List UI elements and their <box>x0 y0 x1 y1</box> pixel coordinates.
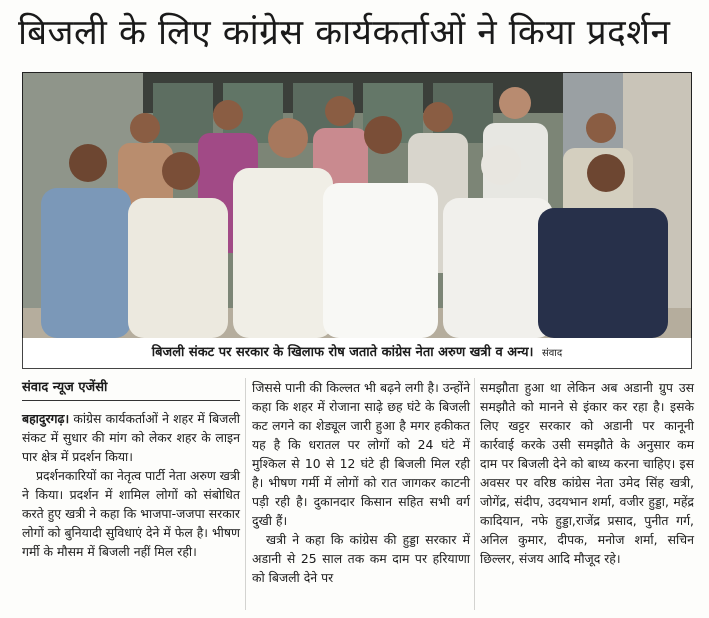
headline: बिजली के लिए कांग्रेस कार्यकर्ताओं ने किया प्रदर्शन <box>18 13 671 53</box>
article-paragraph: खत्री ने कहा कि कांग्रेस की हुड्डा सरकार में अडानी से 25 साल तक कम दाम पर हरियाणा को बिजली देने पर <box>252 532 470 585</box>
column-divider <box>474 378 475 610</box>
article-column-3 <box>480 378 694 568</box>
news-agency-byline: संवाद न्यूज एजेंसी <box>22 378 240 401</box>
photo-caption-text: बिजली संकट पर सरकार के खिलाफ रोष जताते कांग्रेस नेता अरुण खत्री व अन्य। <box>151 345 534 360</box>
column-divider <box>245 378 246 610</box>
group-photo-illustration <box>23 73 691 338</box>
article-column-1 <box>22 378 240 561</box>
photo-credit: संवाद <box>541 348 563 359</box>
article-paragraph: समझौता हुआ था लेकिन अब अडानी ग्रुप उस समझौते को मानने से इंकार कर रहा है। इसके लिए खट्टर सरकार को अडानी पर कानूनी कार्रवाई करके उसी समझौते के अनुसार कम दाम पर बिजली देने को बाध्य करना चाहिए। इस अवसर पर वरिष्ठ कांग्रेस नेता उमेद सिंह खत्री, जोगेंद्र, संदीप, उदयभान शर्मा, वजीर हुड्डा, महेंद्र कादियान, नफे हुड्डा,राजेंद्र प्रसाद, पुनीत गर्ग, अनिल कुमार, दीपक, मनोज शर्मा, सचिन छिल्लर, संजय आदि मौजूद रहे। <box>480 380 694 566</box>
article-column-2 <box>252 378 470 587</box>
article-paragraph: जिससे पानी की किल्लत भी बढ़ने लगी है। उन्होंने कहा कि शहर में रोजाना साढ़े छह घंटे के बिजली कट लगने का शेड्यूल जारी हुआ है मगर हकीकत यह है कि धरातल पर लोगों को 24 घंटे में मुश्किल से 10 से 12 घंटे ही बिजली मिल रही है। भीषण गर्मी में लोगों को रात जागकर काटनी पड़ी रही है। दुकानदार किसान सहित सभी वर्ग दुखी हैं। <box>252 380 470 528</box>
lead-text: कांग्रेस कार्यकर्ताओं ने शहर में बिजली संकट में सुधार की मांग को लेकर शहर के लाइन पार क्षेत्र में प्रदर्शन किया। <box>22 411 240 464</box>
group-photo <box>22 72 692 339</box>
article-lead-paragraph <box>22 409 240 466</box>
article-paragraph: प्रदर्शनकारियों का नेतृत्व पार्टी नेता अरुण खत्री ने किया। प्रदर्शन में शामिल लोगों को संबोधित करते हुए खत्री ने कहा कि भाजपा-जजपा सरकार लोगों को बुनियादी सुविधाएं देने में फेल है। भीषण गर्मी के मौसम में बिजली नहीं मिल रही। <box>22 468 240 559</box>
dateline: बहादुरगढ़। <box>22 411 70 426</box>
photo-caption <box>22 338 692 369</box>
